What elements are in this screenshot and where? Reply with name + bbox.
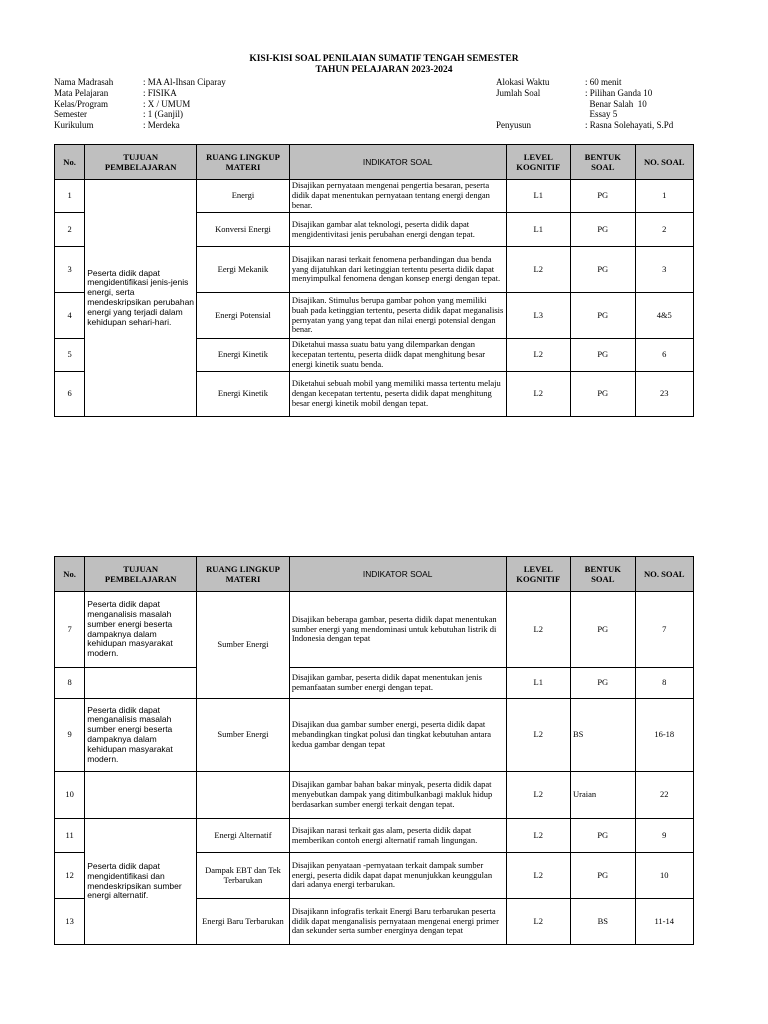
cell-no: 7 (55, 592, 85, 668)
cell-materi: Energi Alternatif (197, 819, 290, 853)
meta-right (496, 77, 673, 131)
cell-nosoal: 10 (635, 853, 693, 899)
meta-row (54, 120, 226, 131)
cell-no: 11 (55, 819, 85, 853)
cell-materi: Energi (197, 180, 290, 213)
meta-value: : FISIKA (143, 87, 177, 98)
col-header-no: No. (55, 557, 85, 592)
cell-no: 5 (55, 339, 85, 372)
meta-row (496, 77, 673, 88)
meta-label: Alokasi Waktu (496, 77, 550, 87)
document-title: KISI-KISI SOAL PENILAIAN SUMATIF TENGAH SEMESTER (249, 54, 519, 64)
cell-indikator: Disajikan narasi terkait gas alam, peserta didik dapat memberikan contoh energi alternatif ramah lingungan. (289, 819, 506, 853)
meta-label: Kurikulum (54, 120, 94, 131)
table-row (55, 772, 694, 819)
col-header-tujuan: TUJUAN PEMBELAJARAN (85, 557, 197, 592)
cell-indikator: Disajikan beberapa gambar, peserta didik dapat menentukan sumber energi yang mendominasi untuk kebutuhan listrik di Indonesia dengan tepat (289, 592, 506, 668)
cell-indikator: Diketahui massa suatu batu yang dilemparkan dengan kecepatan tertentu, peserta diidk dapat menghitung besar energi kinetik suatu benda. (289, 339, 506, 372)
table-row (55, 592, 694, 668)
cell-tujuan: Peserta didik dapat mengidentifikasi jenis-jenis energi, serta mendeskripsikan perubahan energi yang terjadi dalam kehidupan sehari-hari. (85, 180, 197, 417)
cell-indikator: Disajikan dua gambar sumber energi, peserta didik dapat mebandingkan tingkat polusi dan tingkat kebutuhan antara kedua gambar dengan tepat (289, 699, 506, 772)
cell-indikator: Disajikan gambar alat teknologi, peserta didik dapat mengidentivitasi jenis perubahan energi dengan tepat. (289, 213, 506, 247)
cell-no: 4 (55, 293, 85, 339)
meta-value: : Rasna Solehayati, S.Pd (585, 120, 674, 131)
document-subtitle: TAHUN PELAJARAN 2023-2024 (315, 65, 453, 75)
table-header-row (55, 557, 694, 592)
cell-materi: Sumber Energi (197, 699, 290, 772)
cell-bentuk: PG (571, 247, 636, 293)
cell-bentuk: PG (571, 819, 636, 853)
kisi-kisi-table-2 (54, 556, 694, 945)
cell-indikator: Disajikan pernyataan mengenai pengertia besaran, peserta didik dapat menentukan pernyataan tentang energi dengan benar. (289, 180, 506, 213)
cell-level: L1 (506, 180, 571, 213)
meta-label: Mata Pelajaran (54, 87, 109, 98)
cell-nosoal: 6 (635, 339, 693, 372)
cell-level: L2 (506, 372, 571, 417)
cell-materi: Eergi Mekanik (197, 247, 290, 293)
cell-bentuk: PG (571, 180, 636, 213)
cell-nosoal: 22 (635, 772, 693, 819)
cell-nosoal: 11-14 (635, 899, 693, 945)
col-header-tujuan: TUJUAN PEMBELAJARAN (85, 145, 197, 180)
cell-tujuan-empty (85, 668, 197, 699)
meta-value: : MA Al-Ihsan Ciparay (143, 77, 226, 87)
cell-materi: Konversi Energi (197, 213, 290, 247)
cell-bentuk: BS (571, 899, 636, 945)
meta-row (496, 120, 673, 131)
cell-materi: Energi Kinetik (197, 372, 290, 417)
cell-indikator: Disajikan narasi terkait fenomena perbandingan dua benda yang dijatuhkan dari ketinggian tertentu peserta didik dapat menyimpulkal fenomena dengan konsep energi dengan tepat. (289, 247, 506, 293)
cell-level: L2 (506, 899, 571, 945)
cell-nosoal: 16-18 (635, 699, 693, 772)
cell-level: L2 (506, 247, 571, 293)
cell-level: L2 (506, 699, 571, 772)
meta-label (496, 109, 585, 120)
meta-row (496, 109, 673, 120)
cell-level: L2 (506, 592, 571, 668)
meta-value: : Merdeka (143, 120, 180, 131)
cell-indikator: Disajikan penyataan -pernyataan terkait dampak sumber energi, peserta didik dapat dapat menunjukkan keunggulan dari adanya energi terbarukan. (289, 853, 506, 899)
cell-materi: Sumber Energi (197, 592, 290, 699)
cell-tujuan: Peserta didik dapat menganalisis masalah sumber energi beserta dampaknya dalam kehidupan masyarakat modern. (85, 699, 197, 772)
cell-indikator: Disajikan gambar bahan bakar minyak, peserta didik dapat menyebutkan dampak yang ditimbulkanbagi makluk hidup berdasarkan sumber energi terkait dengan tepat. (289, 772, 506, 819)
cell-bentuk: PG (571, 592, 636, 668)
meta-row (54, 77, 226, 88)
meta-label: Kelas/Program (54, 98, 108, 109)
cell-nosoal: 23 (635, 372, 693, 417)
cell-level: L2 (506, 772, 571, 819)
cell-level: L3 (506, 293, 571, 339)
meta-value: : 60 menit (585, 77, 622, 87)
cell-level: L1 (506, 213, 571, 247)
cell-no: 6 (55, 372, 85, 417)
meta-row (54, 109, 226, 120)
meta-value: : X / UMUM (143, 98, 191, 109)
col-header-ruang: RUANG LINGKUP MATERI (197, 557, 290, 592)
cell-nosoal: 4&5 (635, 293, 693, 339)
meta-value: : Pilihan Ganda 10 (585, 87, 653, 98)
cell-nosoal: 2 (635, 213, 693, 247)
cell-materi: Energi Baru Terbarukan (197, 899, 290, 945)
cell-level: L2 (506, 339, 571, 372)
cell-nosoal: 3 (635, 247, 693, 293)
cell-level: L2 (506, 853, 571, 899)
cell-bentuk: PG (571, 853, 636, 899)
cell-bentuk: BS (571, 699, 636, 772)
meta-row (54, 99, 226, 110)
cell-indikator: Disajikan. Stimulus berupa gambar pohon yang memiliki buah pada ketinggian tertentu, peserta didik dapat meganalisis pernyatan yang yang tepat dan nilai energi potensial dengan benar. (289, 293, 506, 339)
cell-bentuk: PG (571, 213, 636, 247)
table-header-row (55, 145, 694, 180)
meta-row (496, 99, 673, 110)
table-row (55, 819, 694, 853)
col-header-nosoal: NO. SOAL (635, 145, 693, 180)
meta-row (54, 88, 226, 99)
cell-bentuk: Uraian (571, 772, 636, 819)
meta-label: Nama Madrasah (54, 77, 114, 87)
cell-no: 10 (55, 772, 85, 819)
meta-value: Essay 5 (585, 109, 618, 120)
col-header-bentuk: BENTUK SOAL (571, 145, 636, 180)
cell-no: 9 (55, 699, 85, 772)
cell-no: 12 (55, 853, 85, 899)
col-header-bentuk: BENTUK SOAL (571, 557, 636, 592)
cell-bentuk: PG (571, 293, 636, 339)
kisi-kisi-table-1 (54, 144, 694, 417)
cell-no: 2 (55, 213, 85, 247)
cell-tujuan: Peserta didik dapat menganalisis masalah sumber energi beserta dampaknya dalam kehidupan masyarakat modern. (85, 592, 197, 668)
cell-bentuk: PG (571, 339, 636, 372)
col-header-ruang: RUANG LINGKUP MATERI (197, 145, 290, 180)
cell-nosoal: 8 (635, 668, 693, 699)
meta-label: Jumlah Soal (496, 87, 541, 98)
cell-materi: Dampak EBT dan Tek Terbarukan (197, 853, 290, 899)
cell-materi-empty (197, 772, 290, 819)
col-header-indikator: INDIKATOR SOAL (289, 145, 506, 180)
cell-level: L1 (506, 668, 571, 699)
cell-no: 3 (55, 247, 85, 293)
cell-tujuan: Peserta didik dapat mengidentifikasi dan mendeskripsikan sumber energi alternatif. (85, 819, 197, 945)
cell-nosoal: 7 (635, 592, 693, 668)
table-row (55, 699, 694, 772)
cell-no: 13 (55, 899, 85, 945)
cell-indikator: Diketahui sebuah mobil yang memiliki massa tertentu melaju dengan kecepatan tertentu, peserta didik dapat menghitung besar energi kinetik mobil dengan tepat. (289, 372, 506, 417)
cell-no: 1 (55, 180, 85, 213)
cell-tujuan-empty (85, 772, 197, 819)
cell-indikator: Disajikan gambar, peserta didik dapat menentukan jenis pemanfaatan sumber energi dengan tepat. (289, 668, 506, 699)
cell-nosoal: 1 (635, 180, 693, 213)
cell-materi: Energi Potensial (197, 293, 290, 339)
col-header-indikator: INDIKATOR SOAL (289, 557, 506, 592)
cell-nosoal: 9 (635, 819, 693, 853)
meta-value: : 1 (Ganjil) (143, 109, 183, 120)
meta-label (496, 99, 585, 110)
col-header-level: LEVEL KOGNITIF (506, 145, 571, 180)
col-header-no: No. (55, 145, 85, 180)
cell-bentuk: PG (571, 372, 636, 417)
cell-bentuk: PG (571, 668, 636, 699)
cell-level: L2 (506, 819, 571, 853)
col-header-nosoal: NO. SOAL (635, 557, 693, 592)
cell-indikator: Disajikann infografis terkait Energi Baru terbarukan peserta didik dapat menganalisis pernyataan mengenai energi primer dan sekunder serta sumber energinya dengan tepat (289, 899, 506, 945)
meta-label: Penyusun (496, 120, 532, 131)
meta-value: Benar Salah 10 (585, 98, 647, 109)
cell-materi: Energi Kinetik (197, 339, 290, 372)
table-row (55, 668, 694, 699)
col-header-level: LEVEL KOGNITIF (506, 557, 571, 592)
meta-left (54, 77, 226, 131)
meta-label: Semester (54, 109, 87, 120)
meta-row (496, 88, 673, 99)
cell-no: 8 (55, 668, 85, 699)
table-row (55, 180, 694, 213)
